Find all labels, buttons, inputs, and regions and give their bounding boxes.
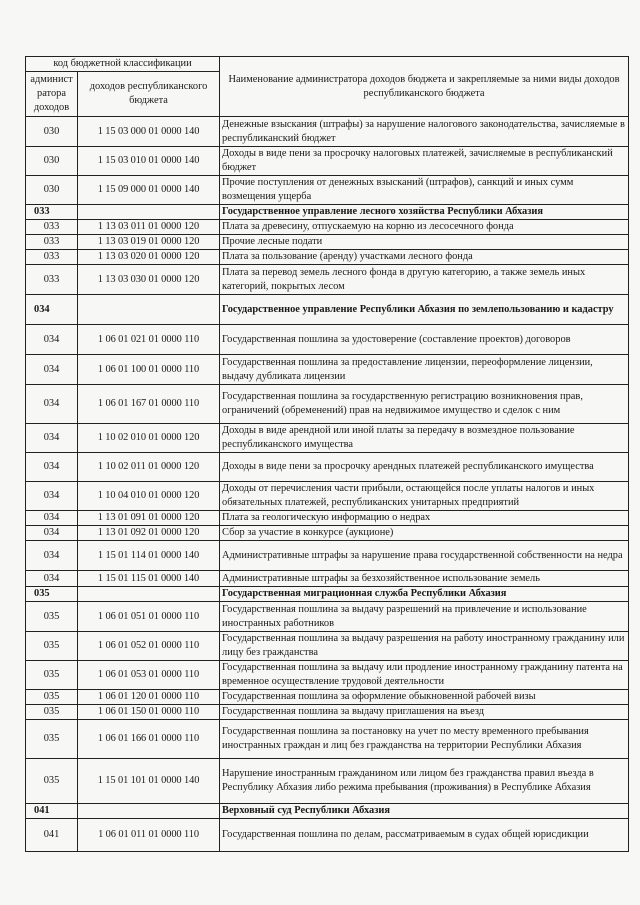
description-cell: Государственная пошлина за выдачу разрешения на работу иностранному гражданину или лицу без гражданства <box>220 632 629 661</box>
admin-code-cell: 033 <box>26 235 78 250</box>
table-row-administrator <box>26 804 629 819</box>
description-cell: Плата за геологическую информацию о недрах <box>220 511 629 526</box>
revenue-code-cell: 1 15 09 000 01 0000 140 <box>78 176 220 205</box>
table-row <box>26 602 629 632</box>
description-cell: Сбор за участие в конкурсе (аукционе) <box>220 526 629 541</box>
table-row-administrator <box>26 587 629 602</box>
description-cell: Государственная пошлина за выдачу разрешений на привлечение и использование иностранных работников <box>220 602 629 632</box>
description-cell: Доходы от перечисления части прибыли, остающейся после уплаты налогов и иных обязательных платежей, республиканских унитарных предприятий <box>220 482 629 511</box>
revenue-code-cell: 1 13 01 091 01 0000 120 <box>78 511 220 526</box>
admin-code-cell: 035 <box>26 632 78 661</box>
admin-code-cell: 030 <box>26 147 78 176</box>
description-cell: Верховный суд Республики Абхазия <box>220 804 629 819</box>
admin-code-cell: 034 <box>26 385 78 424</box>
revenue-code-cell <box>78 205 220 220</box>
description-cell: Государственная пошлина за государственную регистрацию возникновения прав, ограничений (обременений) прав на недвижимое имущество и сделок с ним <box>220 385 629 424</box>
description-cell: Административные штрафы за безхозяйственное использование земель <box>220 571 629 587</box>
revenue-code-cell <box>78 295 220 325</box>
table-row <box>26 571 629 587</box>
description-cell: Доходы в виде арендной или иной платы за передачу в возмездное пользование республиканского имущества <box>220 424 629 453</box>
revenue-code-cell: 1 10 02 011 01 0000 120 <box>78 453 220 482</box>
revenue-code-cell: 1 10 04 010 01 0000 120 <box>78 482 220 511</box>
table-row-administrator <box>26 205 629 220</box>
table-row <box>26 424 629 453</box>
description-cell: Прочие лесные подати <box>220 235 629 250</box>
admin-code-cell: 034 <box>26 325 78 355</box>
table-row <box>26 511 629 526</box>
description-cell: Государственная пошлина за оформление обыкновенной рабочей визы <box>220 690 629 705</box>
admin-code-cell: 034 <box>26 295 78 325</box>
admin-code-cell: 033 <box>26 220 78 235</box>
description-cell: Плата за пользование (аренду) участками лесного фонда <box>220 250 629 265</box>
revenue-code-cell: 1 15 01 115 01 0000 140 <box>78 571 220 587</box>
description-cell: Плата за перевод земель лесного фонда в другую категорию, а также земель иных категорий, покрытых лесом <box>220 265 629 295</box>
header-admin-line-1: админист <box>30 74 73 85</box>
revenue-code-cell: 1 06 01 011 01 0000 110 <box>78 819 220 852</box>
table-row <box>26 759 629 804</box>
description-cell: Государственная пошлина по делам, рассматриваемым в судах общей юрисдикции <box>220 819 629 852</box>
admin-code-cell: 033 <box>26 265 78 295</box>
description-cell: Доходы в виде пени за просрочку арендных платежей республиканского имущества <box>220 453 629 482</box>
admin-code-cell: 033 <box>26 205 78 220</box>
admin-code-cell: 034 <box>26 453 78 482</box>
budget-classification-table <box>25 56 629 852</box>
header-administrator-name: Наименование администратора доходов бюджета и закрепляемые за ними виды доходов республиканского бюджета <box>220 57 629 117</box>
table-row <box>26 250 629 265</box>
revenue-code-cell: 1 06 01 052 01 0000 110 <box>78 632 220 661</box>
admin-code-cell: 030 <box>26 117 78 147</box>
revenue-code-cell: 1 06 01 120 01 0000 110 <box>78 690 220 705</box>
admin-code-cell: 034 <box>26 424 78 453</box>
header-administrator-code <box>26 72 78 117</box>
header-budget-classification-code: код бюджетной классификации <box>26 57 220 72</box>
revenue-code-cell: 1 06 01 150 01 0000 110 <box>78 705 220 720</box>
table-row <box>26 720 629 759</box>
table-row <box>26 661 629 690</box>
admin-code-cell: 035 <box>26 759 78 804</box>
table-body <box>26 117 629 852</box>
description-cell: Доходы в виде пени за просрочку налоговых платежей, зачисляемые в республиканский бюджет <box>220 147 629 176</box>
table-row <box>26 176 629 205</box>
description-cell: Административные штрафы за нарушение права государственной собственности на недра <box>220 541 629 571</box>
table-row <box>26 265 629 295</box>
revenue-code-cell: 1 06 01 167 01 0000 110 <box>78 385 220 424</box>
revenue-code-cell: 1 15 03 000 01 0000 140 <box>78 117 220 147</box>
table-row-administrator <box>26 295 629 325</box>
revenue-code-cell: 1 15 01 101 01 0000 140 <box>78 759 220 804</box>
revenue-code-cell: 1 13 03 030 01 0000 120 <box>78 265 220 295</box>
description-cell: Государственное управление Республики Абхазия по землепользованию и кадастру <box>220 295 629 325</box>
table-row <box>26 235 629 250</box>
admin-code-cell: 035 <box>26 705 78 720</box>
header-admin-line-3: доходов <box>33 102 70 113</box>
table-row <box>26 819 629 852</box>
table-row <box>26 385 629 424</box>
header-admin-line-2: ратора <box>37 88 66 99</box>
table-row <box>26 690 629 705</box>
description-cell: Государственная пошлина за предоставление лицензии, переоформление лицензии, выдачу дубликата лицензии <box>220 355 629 385</box>
admin-code-cell: 034 <box>26 355 78 385</box>
table-row <box>26 355 629 385</box>
revenue-code-cell: 1 06 01 051 01 0000 110 <box>78 602 220 632</box>
admin-code-cell: 034 <box>26 482 78 511</box>
revenue-code-cell: 1 13 01 092 01 0000 120 <box>78 526 220 541</box>
table-row <box>26 632 629 661</box>
admin-code-cell: 033 <box>26 250 78 265</box>
admin-code-cell: 035 <box>26 587 78 602</box>
admin-code-cell: 035 <box>26 690 78 705</box>
revenue-code-cell: 1 13 03 020 01 0000 120 <box>78 250 220 265</box>
admin-code-cell: 034 <box>26 511 78 526</box>
revenue-code-cell: 1 10 02 010 01 0000 120 <box>78 424 220 453</box>
description-cell: Государственная пошлина за постановку на учет по месту временного пребывания иностранных граждан и лиц без гражданства на территории Республики Абхазия <box>220 720 629 759</box>
revenue-code-cell: 1 13 03 019 01 0000 120 <box>78 235 220 250</box>
description-cell: Государственная миграционная служба Республики Абхазия <box>220 587 629 602</box>
admin-code-cell: 035 <box>26 661 78 690</box>
revenue-code-cell: 1 13 03 011 01 0000 120 <box>78 220 220 235</box>
revenue-code-cell: 1 06 01 053 01 0000 110 <box>78 661 220 690</box>
admin-code-cell: 035 <box>26 602 78 632</box>
header-revenue-code: доходов республиканского бюджета <box>78 72 220 117</box>
admin-code-cell: 034 <box>26 526 78 541</box>
revenue-code-cell: 1 15 03 010 01 0000 140 <box>78 147 220 176</box>
revenue-code-cell: 1 06 01 021 01 0000 110 <box>78 325 220 355</box>
table-row <box>26 705 629 720</box>
table-row <box>26 453 629 482</box>
admin-code-cell: 035 <box>26 720 78 759</box>
table-row <box>26 117 629 147</box>
description-cell: Прочие поступления от денежных взысканий (штрафов), санкций и иных сумм возмещения ущерба <box>220 176 629 205</box>
description-cell: Государственное управление лесного хозяйства Республики Абхазия <box>220 205 629 220</box>
admin-code-cell: 041 <box>26 804 78 819</box>
description-cell: Нарушение иностранным гражданином или лицом без гражданства правил въезда в Республику Абхазия либо режима пребывания (проживания) в Республике Абхазия <box>220 759 629 804</box>
description-cell: Государственная пошлина за выдачу приглашения на въезд <box>220 705 629 720</box>
table-row <box>26 526 629 541</box>
revenue-code-cell <box>78 587 220 602</box>
description-cell: Государственная пошлина за удостоверение (составление проектов) договоров <box>220 325 629 355</box>
table-row <box>26 482 629 511</box>
description-cell: Денежные взыскания (штрафы) за нарушение налогового законодательства, зачисляемые в республиканский бюджет <box>220 117 629 147</box>
admin-code-cell: 030 <box>26 176 78 205</box>
admin-code-cell: 041 <box>26 819 78 852</box>
description-cell: Плата за древесину, отпускаемую на корню из лесосечного фонда <box>220 220 629 235</box>
revenue-code-cell: 1 06 01 166 01 0000 110 <box>78 720 220 759</box>
table-row <box>26 220 629 235</box>
admin-code-cell: 034 <box>26 541 78 571</box>
table-row <box>26 325 629 355</box>
revenue-code-cell: 1 15 01 114 01 0000 140 <box>78 541 220 571</box>
revenue-code-cell <box>78 804 220 819</box>
table-row <box>26 147 629 176</box>
revenue-code-cell: 1 06 01 100 01 0000 110 <box>78 355 220 385</box>
table-row <box>26 541 629 571</box>
description-cell: Государственная пошлина за выдачу или продление иностранному гражданину патента на временное осуществление трудовой деятельности <box>220 661 629 690</box>
admin-code-cell: 034 <box>26 571 78 587</box>
